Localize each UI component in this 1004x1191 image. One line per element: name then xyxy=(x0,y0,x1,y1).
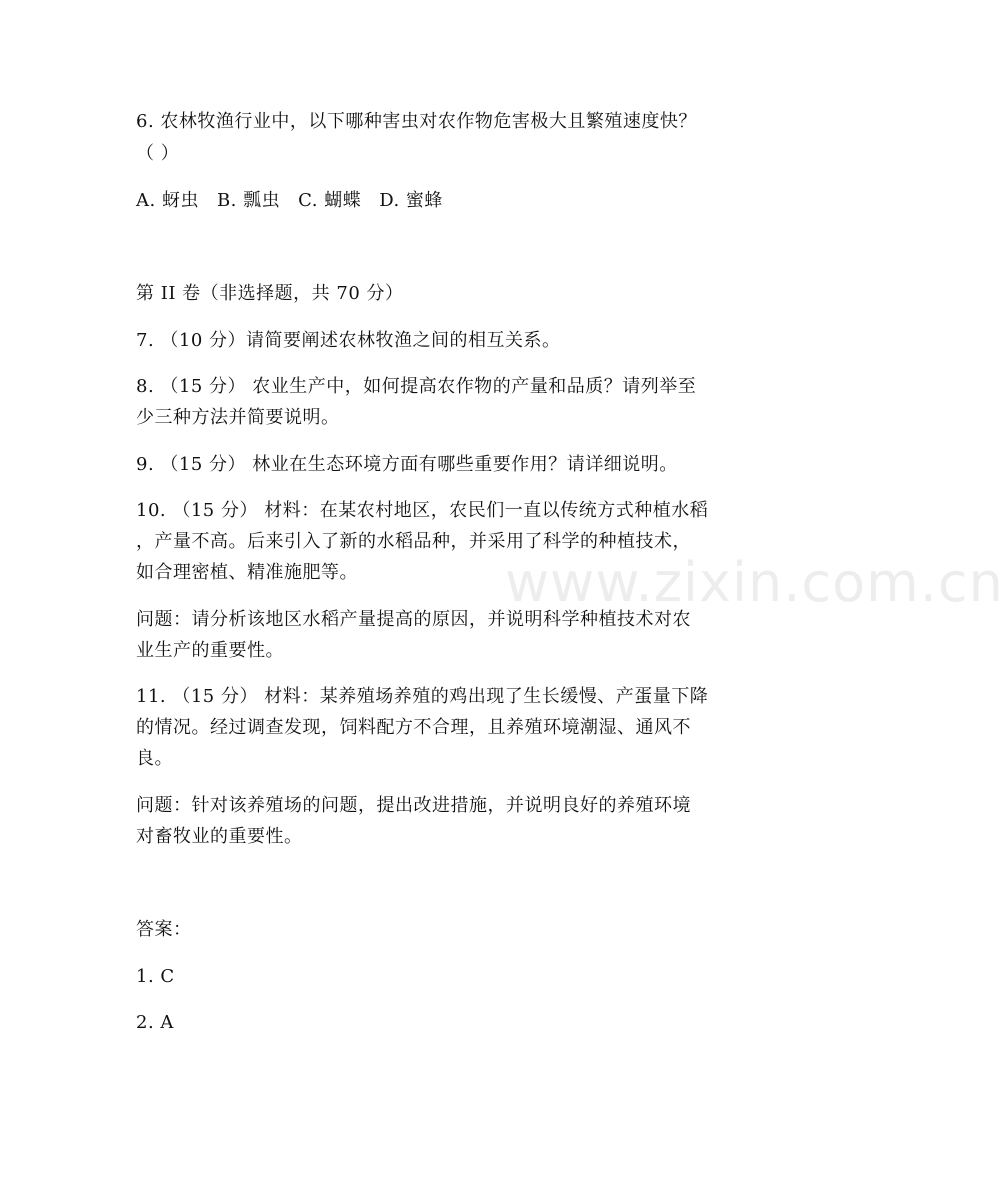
q6-option-b: B. 瓢虫 xyxy=(216,190,281,211)
watermark: www.zixin.com.cn xyxy=(505,551,1004,614)
answers-title: 答案： xyxy=(136,919,192,940)
q7-line1: 7. （10 分）请简要阐述农林牧渔之间的相互关系。 xyxy=(136,330,561,351)
section-title: 第 II 卷（非选择题，共 70 分） xyxy=(136,283,404,304)
q10-line1: 10. （15 分） 材料：在某农村地区，农民们一直以传统方式种植水稻 xyxy=(136,500,709,521)
q6-option-d: D. 蜜蜂 xyxy=(379,190,443,211)
q10-line2: ，产量不高。后来引入了新的水稻品种，并采用了科学的种植技术， xyxy=(136,531,691,552)
q6-stem-line1: 6. 农林牧渔行业中，以下哪种害虫对农作物危害极大且繁殖速度快？ xyxy=(136,111,697,132)
q10-question-line2: 业生产的重要性。 xyxy=(136,640,284,661)
q8-line2: 少三种方法并简要说明。 xyxy=(136,407,340,428)
q11-line1: 11. （15 分） 材料：某养殖场养殖的鸡出现了生长缓慢、产蛋量下降 xyxy=(136,686,709,707)
q10-question-line1: 问题：请分析该地区水稻产量提高的原因，并说明科学种植技术对农 xyxy=(136,609,691,630)
q11-question-line1: 问题：针对该养殖场的问题，提出改进措施，并说明良好的养殖环境 xyxy=(136,795,691,816)
q11-line3: 良。 xyxy=(136,748,173,769)
q6-options xyxy=(136,189,461,213)
q6-option-c: C. 蝴蝶 xyxy=(298,190,362,211)
q6-option-a: A. 蚜虫 xyxy=(136,190,199,211)
q11-question-line2: 对畜牧业的重要性。 xyxy=(136,826,303,847)
q9-line1: 9. （15 分） 林业在生态环境方面有哪些重要作用？请详细说明。 xyxy=(136,454,678,475)
q8-line1: 8. （15 分） 农业生产中，如何提高农作物的产量和品质？请列举至 xyxy=(136,376,697,397)
answer-item-1: 1. C xyxy=(136,966,175,987)
q10-line3: 如合理密植、精准施肥等。 xyxy=(136,562,358,583)
q6-stem-line2: （ ） xyxy=(136,143,180,164)
answer-item-2: 2. A xyxy=(136,1012,174,1033)
q11-line2: 的情况。经过调查发现，饲料配方不合理，且养殖环境潮湿、通风不 xyxy=(136,717,691,738)
